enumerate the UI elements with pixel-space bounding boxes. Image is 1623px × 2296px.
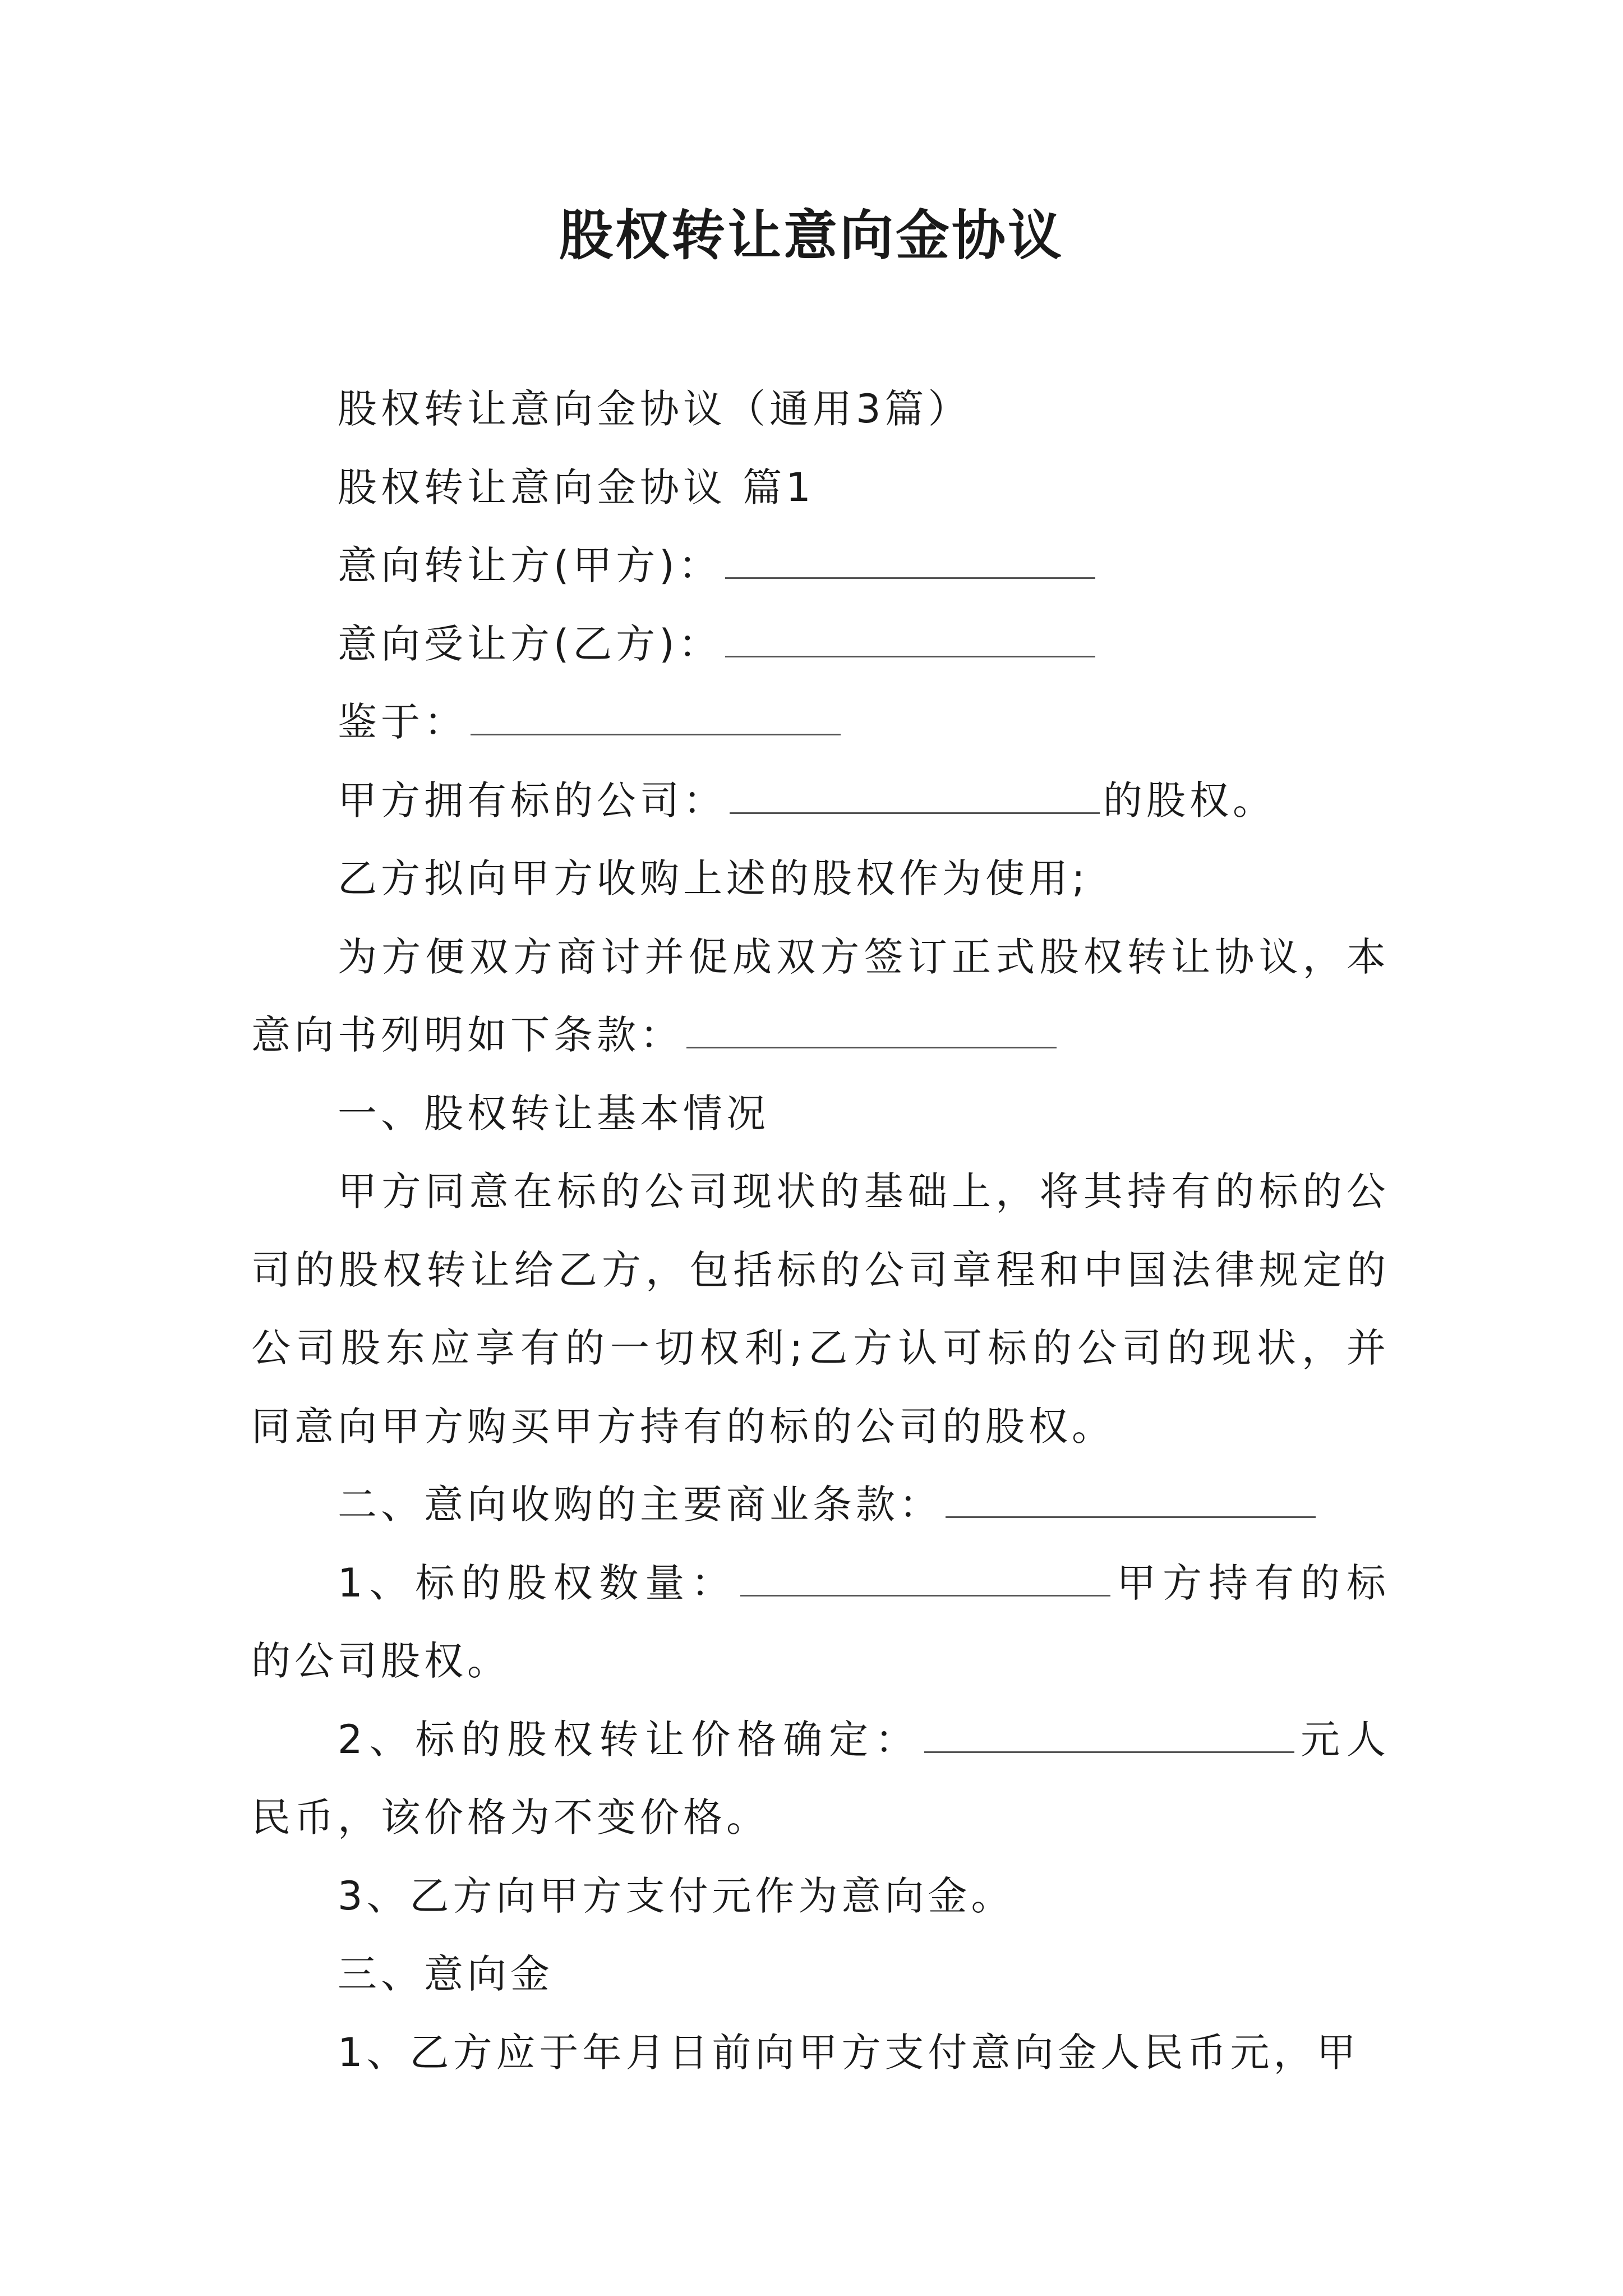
paragraph-subtitle: 股权转让意向金协议（通用3篇） <box>338 386 971 432</box>
terms-intro-blank <box>686 1013 1057 1048</box>
terms-intro-text: 为方便双方商讨并促成双方签订正式股权转让协议，本意向书列明如下条款： <box>251 933 1390 1058</box>
section-two-text: 二、意向收购的主要商业条款： <box>338 1481 942 1527</box>
transfer-price-suffix: 元人民币，该价格为不变价格。 <box>251 1716 1390 1841</box>
target-company-label: 甲方拥有标的公司： <box>338 777 726 823</box>
paragraph-section-one-body: 甲方同意在标的公司现状的基础上，将其持有的标的公司的股权转让给乙方，包括标的公司章程和中国法律规定的公司股东应享有的一切权利;乙方认可标的公司的现状，并同意向甲方购买甲方持有的标的公司的股权。 <box>251 1168 1390 1450</box>
equity-quantity-blank <box>740 1561 1110 1596</box>
transferor-blank <box>725 544 1095 579</box>
transferee-label: 意向受让方(乙方)： <box>338 620 722 667</box>
paragraph-section-three: 三、意向金 <box>338 1951 554 1997</box>
paragraph-target-company <box>251 762 1390 840</box>
paragraph-transferor <box>251 527 1390 605</box>
paragraph-terms-intro <box>251 918 1390 1075</box>
document-title: 股权转让意向金协议 <box>559 204 1064 267</box>
whereas-blank <box>471 700 841 735</box>
transferee-blank <box>725 622 1095 657</box>
document-body <box>251 370 1390 2092</box>
paragraph-section-heading: 股权转让意向金协议 篇1 <box>338 464 815 510</box>
transfer-price-blank <box>924 1718 1294 1753</box>
paragraph-whereas <box>251 683 1390 762</box>
whereas-label: 鉴于： <box>338 699 467 745</box>
equity-quantity-label: 1、标的股权数量： <box>338 1559 737 1606</box>
transferor-label: 意向转让方(甲方)： <box>338 542 722 588</box>
paragraph-equity-quantity <box>251 1544 1390 1701</box>
transfer-price-label: 2、标的股权转让价格确定： <box>338 1716 921 1763</box>
paragraph-deposit-terms: 1、乙方应于年月日前向甲方支付意向金人民币元，甲 <box>338 2029 1360 2076</box>
paragraph-section-one: 一、股权转让基本情况 <box>338 1090 769 1137</box>
paragraph-section-two <box>251 1466 1390 1544</box>
paragraph-transferee <box>251 605 1390 684</box>
paragraph-deposit-payment: 3、乙方向甲方支付元作为意向金。 <box>338 1872 1015 1919</box>
target-company-suffix: 的股权。 <box>1103 777 1276 823</box>
section-two-blank <box>946 1483 1316 1518</box>
paragraph-transfer-price <box>251 1701 1390 1857</box>
target-company-blank <box>730 779 1100 814</box>
paragraph-purchase-intent: 乙方拟向甲方收购上述的股权作为使用; <box>338 855 1089 901</box>
equity-quantity-suffix: 甲方持有的标的公司股权。 <box>251 1559 1390 1684</box>
